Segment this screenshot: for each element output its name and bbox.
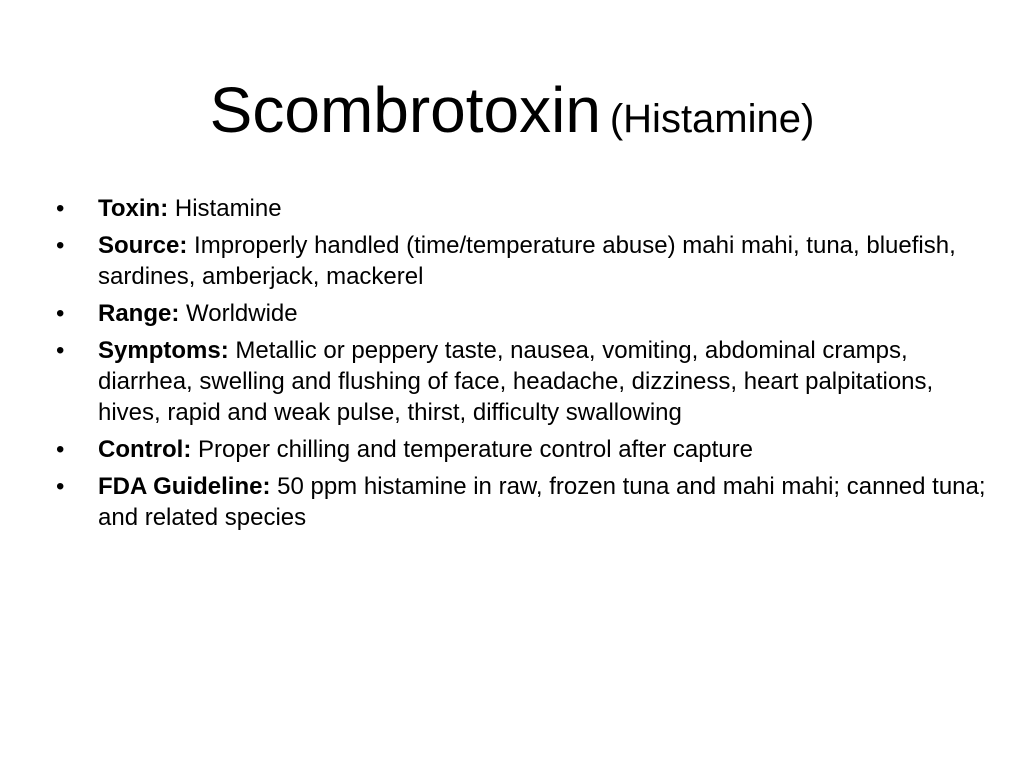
bullet-marker: • (56, 436, 65, 463)
bullet-marker: • (56, 195, 65, 222)
bullet-toxin (56, 193, 986, 224)
bullet-label: Symptoms: (98, 337, 229, 364)
bullet-text: Proper chilling and temperature control after capture (191, 436, 753, 463)
title-subtitle: (Histamine) (609, 97, 815, 141)
title-main: Scombrotoxin (209, 74, 601, 146)
bullet-marker: • (56, 300, 65, 327)
bullet-symptoms (56, 335, 986, 428)
bullet-text: 50 ppm histamine in raw, frozen tuna and mahi mahi; canned tuna; and related species (98, 473, 986, 531)
bullet-source (56, 230, 986, 292)
bullet-range (56, 298, 986, 329)
bullet-text: Worldwide (179, 300, 298, 327)
bullet-marker: • (56, 337, 65, 364)
bullet-text: Improperly handled (time/temperature abuse) mahi mahi, tuna, bluefish, sardines, amberjack, mackerel (98, 232, 956, 290)
bullet-text: Histamine (168, 195, 282, 222)
bullet-text: Metallic or peppery taste, nausea, vomiting, abdominal cramps, diarrhea, swelling and flushing of face, headache, dizziness, heart palpitations, hives, rapid and weak pulse, thirst, difficulty swallowing (98, 337, 934, 426)
bullet-label: Source: (98, 232, 188, 259)
bullet-control (56, 434, 986, 465)
bullet-marker: • (56, 473, 65, 500)
bullet-fda-guideline (56, 471, 986, 533)
bullet-list (56, 193, 986, 539)
bullet-label: Range: (98, 300, 180, 327)
bullet-marker: • (56, 232, 65, 259)
bullet-label: Toxin: (98, 195, 169, 222)
bullet-label: Control: (98, 436, 192, 463)
bullet-label: FDA Guideline: (98, 473, 271, 500)
slide-title (0, 74, 1024, 146)
